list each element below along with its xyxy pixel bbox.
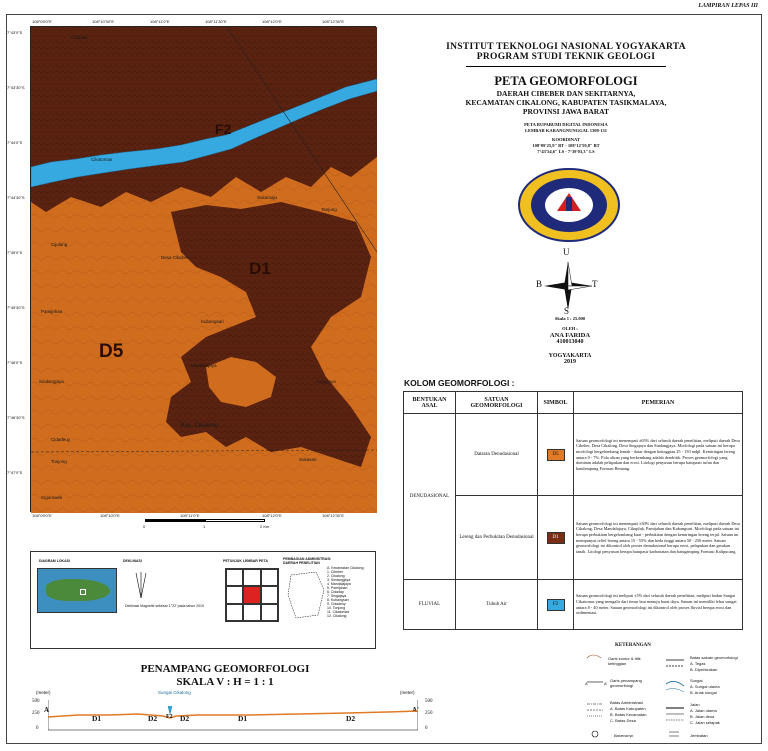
legend-river-a: A. Sungai utama xyxy=(690,684,720,689)
legend-section-line: Garis penampang geomorfologi xyxy=(610,678,642,688)
section-a: A xyxy=(44,706,50,714)
by-text: OLEH : xyxy=(562,326,578,331)
source-2: LEMBAR KARANGNUNGGAL 1308-131 xyxy=(524,128,607,133)
symbol-d1: D1 xyxy=(547,532,565,544)
author-name: ANA FARIDA xyxy=(549,332,591,339)
section-river-label: Sungai Cikalong xyxy=(158,690,191,695)
admin-item: 6. Cidadap xyxy=(327,590,344,594)
place-kubangsari: Kubangsari xyxy=(201,319,224,324)
legend xyxy=(575,643,755,648)
place-tanjung: Tanjung xyxy=(321,207,337,212)
program-name: PROGRAM STUDI TEKNIK GEOLOGI xyxy=(476,52,656,62)
coord-bottom-3: 108°12'0"E xyxy=(262,513,282,518)
coord-top-5: 108°12'30"E xyxy=(322,19,345,24)
legend-unit-boundary: Batas satuan geomorfologi xyxy=(690,655,738,660)
section-label-d2: D2 xyxy=(148,714,158,723)
admin-item: 10. Tonjong xyxy=(327,606,346,610)
table-row xyxy=(404,580,743,630)
year: 2019 xyxy=(564,359,576,365)
scale-tick-0: 0 xyxy=(143,524,146,529)
coord-top-3: 108°11'30"E xyxy=(205,19,227,24)
section-title-1: PENAMPANG GEOMORFOLOGI xyxy=(140,663,310,675)
coord-left-6: 7°46'0"S xyxy=(7,360,23,365)
geomorphology-column-table xyxy=(403,391,743,630)
symbol-d5: D5 xyxy=(547,449,565,461)
table-header-row xyxy=(404,392,743,414)
area-line-1: DAERAH CIBEBER DAN SEKITARNYA, xyxy=(496,89,636,98)
legend-river: Sungai xyxy=(690,678,703,683)
legend-admin-a: A. Batas Kabupaten xyxy=(610,706,646,711)
coord-left-5: 7°45'30"S xyxy=(7,305,25,310)
legend-a-mark: A xyxy=(585,681,588,686)
coord-left-1: 7°43'30"S xyxy=(7,85,25,90)
inset-admin-title: PEMBAGIAN ADMINISTRASI DAERAH PENELITIAN xyxy=(283,557,331,565)
unit-description: Satuan geomorfologi ini menempati ±65% dari seluruh daerah penelitian, meliputi daerah Desa Cibeber, Desa Cikalong, Desa Singajaya dan Sindangjaya. Morfologi pada satuan ini berupa morfologi bergelombang lemah - datar dengan ketinggian 25 - 150 mdpl. Kemiringan lereng antara 0 - 7%. Pola aliran yang berkembang adalah dendritik. Proses geomorfologi yang dominan adalah pelapukan dan erosi. Litologi penyusun berupa batupasir tufan dan batulempung Formasi Bentang. xyxy=(574,414,743,496)
map-svg xyxy=(31,27,377,513)
legend-road-b: B. Jalan desa xyxy=(690,714,715,719)
coord-heading: KOORDINAT xyxy=(552,137,580,142)
symbol-f2: F2 xyxy=(547,599,565,611)
table-row xyxy=(404,414,743,496)
coord-left-4: 7°45'0"S xyxy=(7,250,23,255)
coord-top-4: 108°12'0"E xyxy=(262,19,282,24)
section-unit-right: (meter) xyxy=(400,690,415,695)
origin-denudasional: DENUDASIONAL xyxy=(404,414,456,580)
place-sindangjaya: Sindangjaya xyxy=(39,379,64,384)
label-d1: D1 xyxy=(249,259,271,278)
section-y500: 500 xyxy=(32,699,40,704)
area-line-3: PROVINSI JAWA BARAT xyxy=(522,107,610,116)
place-sukasari: Sukasari xyxy=(299,457,317,462)
sheet-label: LAMPIRAN LEPAS III xyxy=(698,3,758,9)
location-map xyxy=(37,568,117,613)
legend-ub-b: B. Diperkirakan xyxy=(690,667,718,672)
coord-top-0: 108°09'0"E xyxy=(32,19,52,24)
inset-panel xyxy=(30,551,376,649)
label-d5: D5 xyxy=(99,341,124,362)
admin-item: 8. Kubangsari xyxy=(327,598,349,602)
legend-heading: KETERANGAN xyxy=(615,643,651,648)
coord-left-2: 7°44'0"S xyxy=(7,140,23,145)
scale-text: Skala 1 : 25.000 xyxy=(554,316,586,321)
column-heading: KOLOM GEOMORFOLOGI : xyxy=(404,378,515,388)
section-label-d2: D2 xyxy=(180,714,190,723)
admin-item: 3. Sindangjaya xyxy=(327,578,351,582)
coord-bottom-2: 108°11'0"E xyxy=(180,513,200,518)
coord-bottom-1: 108°10'0"E xyxy=(100,513,120,518)
legend-contour: Garis kontur & titik ketinggian xyxy=(608,656,641,666)
th-unit: SATUAN GEOMORFOLOGI xyxy=(456,392,538,414)
legend-basecamp: Basecamp xyxy=(614,733,633,738)
place-cigorowek: Cigorowek xyxy=(41,495,63,500)
th-symbol: SIMBOL xyxy=(538,392,574,414)
place-tonjong: Tonjong xyxy=(51,459,67,464)
coord-left-8: 7°47'0"S xyxy=(7,470,23,475)
place-cidadeuy: Cidadeuy xyxy=(51,437,71,442)
section-profile xyxy=(48,700,418,736)
admin-list xyxy=(327,566,377,618)
legend-admin-c: C. Batas Desa xyxy=(610,718,636,723)
compass-t: T xyxy=(592,279,598,289)
place-singajaya: Singajaya xyxy=(316,379,336,384)
unit-name: Dataran Denudasional xyxy=(456,414,538,496)
label-f2: F2 xyxy=(215,121,232,137)
inset-index-title: PETUNJUK LEMBAR PETA xyxy=(223,559,268,563)
admin-item: 12. Cikalong xyxy=(327,614,347,618)
admin-map xyxy=(286,570,326,620)
scale-tick-2: 2 Km xyxy=(260,524,270,529)
legend-bridge: Jembatan xyxy=(690,733,708,738)
place-cijulang: Cijulang xyxy=(51,242,68,247)
institute-name: INSTITUT TEKNOLOGI NASIONAL YOGYAKARTA xyxy=(446,42,686,52)
coord-line-2: 7°43'54,6" LS - 7°39'03,3" LS xyxy=(537,149,595,154)
admin-item: 9. Cidadeuy xyxy=(327,602,346,606)
section-a2: A' xyxy=(412,706,419,714)
index-grid xyxy=(225,568,279,622)
legend-a2-mark: A' xyxy=(604,681,608,686)
unit-description: Satuan geomorfologi ini menempati ±30% dari seluruh daerah penelitian, meliputi daerah Desa Cikalong, Desa Mandalajaya, Cikupluk, Pamijahan dan Kubangsari. Morfologi pada satuan ini berupa perbukitan bergelombang kuat - perbukitan dengan kemiringan lereng terjal. Satuan ini mempunyai relief lereng antara 15 - 55% dan beda tinggi antara 50 - 250 meter. Satuan geomorfologi ini dikontrol oleh proses denudasional berupa erosi, pelapukan dan gerakan tanah. Litologi penyusun berupa batupasir karbonatan dan batugamping Formasi Kalipucang. xyxy=(574,496,743,580)
university-logo xyxy=(517,167,621,243)
compass-u: U xyxy=(563,247,570,257)
legend-admin: Batas Administrasi xyxy=(610,700,643,705)
section-title xyxy=(100,663,350,689)
legend-river-b: B. Anak sungai xyxy=(690,690,717,695)
coord-top-2: 108°11'0"E xyxy=(150,19,170,24)
area-line-2: KECAMATAN CIKALONG, KABUPATEN TASIKMALAYA, xyxy=(465,98,667,107)
legend-ub-a: A. Tegas xyxy=(690,661,706,666)
legend-road: Jalan xyxy=(690,702,700,707)
section-y250: 250 xyxy=(32,711,40,716)
th-origin: BENTUKAN ASAL xyxy=(404,392,456,414)
section-title-2: SKALA V : H = 1 : 1 xyxy=(176,676,274,688)
section-label-d2: D2 xyxy=(346,714,356,723)
coord-left-7: 7°46'30"S xyxy=(7,415,25,420)
title-block xyxy=(390,42,742,155)
compass-b: B xyxy=(536,279,543,289)
place-pamijahan: Pamijahan xyxy=(41,309,63,314)
city: YOGYAKARTA xyxy=(548,353,592,359)
geomorphology-map[interactable] xyxy=(30,26,376,512)
section-unit-left: (meter) xyxy=(36,690,51,695)
coord-left-0: 7°43'0"S xyxy=(7,30,23,35)
compass-s: S xyxy=(564,306,570,316)
section-y0-right: 0 xyxy=(425,726,428,731)
admin-item: 2. Cikalong xyxy=(327,574,345,578)
coord-bottom-0: 108°09'0"E xyxy=(32,513,52,518)
map-title: PETA GEOMORFOLOGI xyxy=(494,74,638,88)
section-label-d1: D1 xyxy=(92,714,102,723)
coord-line-1: 108°09'25,9" BT - 108°12'59,8" BT xyxy=(532,143,600,148)
place-kec-cikalong: Kec. Cikalong xyxy=(181,423,219,429)
legend-road-c: C. Jalan setapak xyxy=(690,720,720,725)
section-label-f2: F2 xyxy=(166,714,173,720)
legend-admin-b: B. Batas Kecamatan xyxy=(610,712,647,717)
inset-declination-title: DEKLINASI xyxy=(123,559,142,563)
place-cibeber: Desa Cibeber xyxy=(161,255,189,260)
legend-symbols-right xyxy=(664,650,686,740)
declination-diagram xyxy=(126,570,156,600)
coord-left-3: 7°44'30"S xyxy=(7,195,25,200)
section-label-d1: D1 xyxy=(238,714,248,723)
admin-item: A. Kecamatan Cikalong xyxy=(327,566,364,570)
scale-bar xyxy=(145,516,265,522)
inset-location-title: DIAGRAM LOKASI xyxy=(39,559,70,563)
admin-item: 11. Cikatomas xyxy=(327,610,350,614)
legend-symbols-left xyxy=(585,650,608,740)
admin-item: 4. Mandalajaya xyxy=(327,582,351,586)
th-description: PEMERIAN xyxy=(574,392,743,414)
place-mandalajaya: Mandalajaya xyxy=(191,363,217,368)
unit-name: Lereng dan Perbukitan Denudasional xyxy=(456,496,538,580)
section-y500-right: 500 xyxy=(425,699,433,704)
author-nim: 410013040 xyxy=(556,339,584,345)
section-y0: 0 xyxy=(36,726,39,731)
scale-tick-1: 1 xyxy=(203,524,206,529)
declination-text: Deklinasi Magnetik sebesar 1°22' pada tahun 2019 xyxy=(125,604,204,608)
origin-fluvial: FLUVIAL xyxy=(404,580,456,630)
admin-item: 1. Cibeber xyxy=(327,570,344,574)
admin-item: 5. Pamijahan xyxy=(327,586,348,590)
coord-bottom-4: 108°12'30"E xyxy=(322,513,345,518)
author-block xyxy=(490,316,650,365)
admin-item: 7. Singajaya xyxy=(327,594,347,598)
legend-road-a: A. Jalan utama xyxy=(690,708,717,713)
coord-top-1: 108°10'30"E xyxy=(92,19,115,24)
place-cidadap: Cidadap xyxy=(71,35,88,40)
unit-description: Satuan geomorfologi ini meliputi ±5% dari seluruh daerah penelitian, meliputi badan Sungai Cikatomas yang mengalir dari timur laut menuju barat daya. Satuan ini memiliki lebar sungai antara 8 - 40 meter. Satuan geomorfologi ini dikontrol oleh proses fluvial berupa erosi dan sedimentasi. xyxy=(574,580,743,630)
section-y250-right: 250 xyxy=(425,711,433,716)
place-cikatomas: Cikatomas xyxy=(91,157,113,162)
source-1: PETA RUPABUMI DIGITAL INDONESIA xyxy=(524,122,608,127)
place-sukamaju: Sukamaju xyxy=(257,195,278,200)
unit-name: Tubuh Air xyxy=(456,580,538,630)
